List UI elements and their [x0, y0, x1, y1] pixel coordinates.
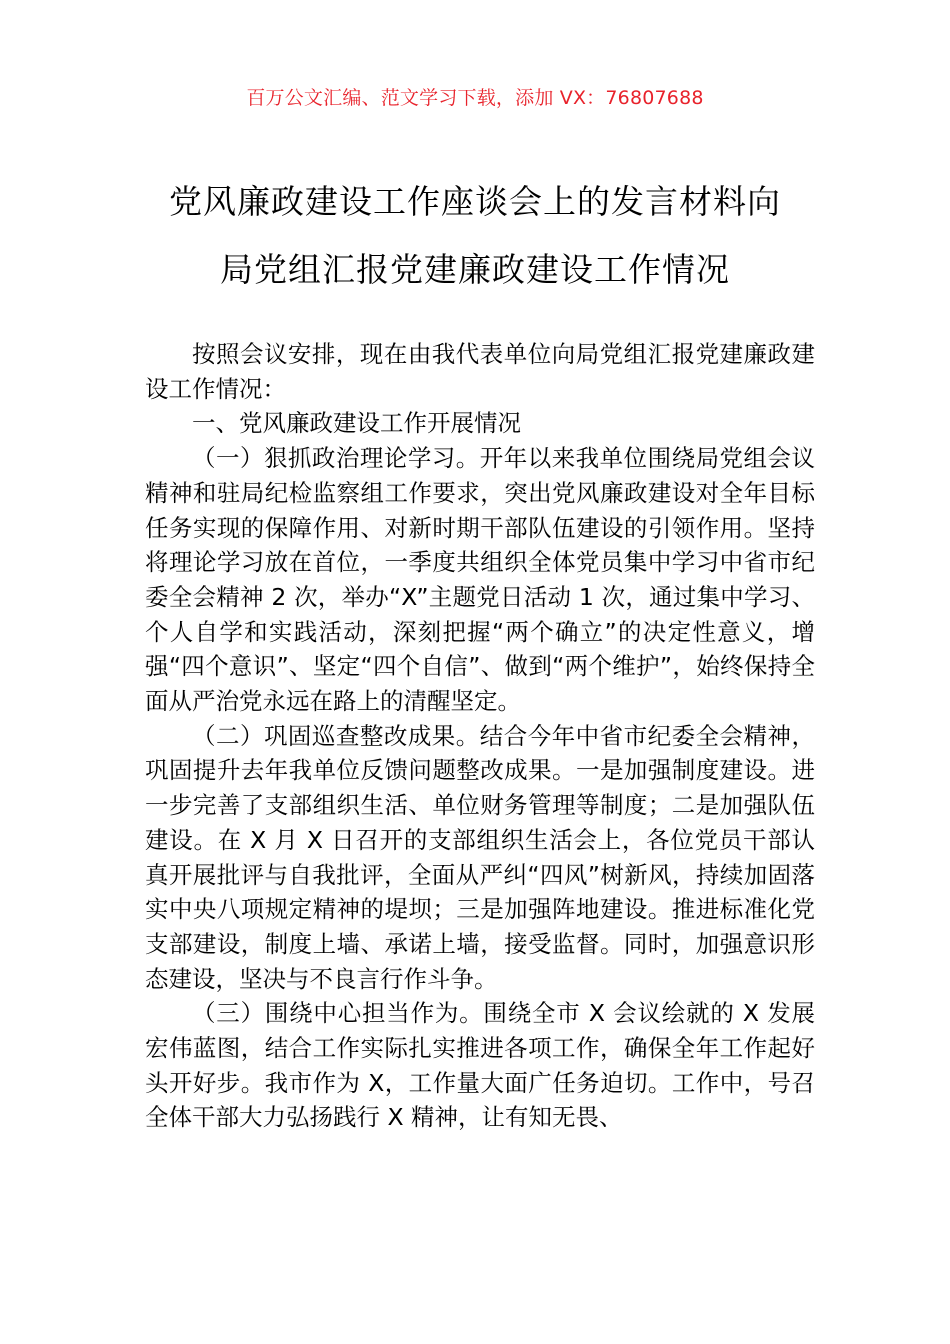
paragraph-item-1: （一）狠抓政治理论学习。开年以来我单位围绕局党组会议精神和驻局纪检监察组工作要求，突出党风廉政建设对全年目标任务实现的保障作用、对新时期干部队伍建设的引领作用。坚持将理论学习放在首位，一季度共组织全体党员集中学习中省市纪委全会精神 2 次，举办“X”主题党日活动 1 次，通过集中学习、个人自学和实践活动，深刻把握“两个确立”的决定性意义，增强“四个意识”、坚定“四个自信”、做到“两个维护”，始终保持全面从严治党永远在路上的清醒坚定。 [145, 444, 815, 716]
document-body [145, 337, 815, 1135]
document-title-line-2: 局党组汇报党建廉政建设工作情况 [220, 250, 730, 289]
download-promo-note: 百万公文汇编、范文学习下载，添加 VX：76807688 [246, 87, 704, 109]
section-heading-1: 一、党风廉政建设工作开展情况 [192, 409, 521, 438]
document-title-line-1: 党风廉政建设工作座谈会上的发言材料向 [169, 182, 781, 221]
paragraph-intro: 按照会议安排，现在由我代表单位向局党组汇报党建廉政建设工作情况： [145, 340, 815, 403]
paragraph-item-3: （三）围绕中心担当作为。围绕全市 X 会议绘就的 X 发展宏伟蓝图，结合工作实际扎实推进各项工作，确保全年工作起好头开好步。我市作为 X，工作量大面广任务迫切。工作中，号召全体干部大力弘扬践行 X 精神，让有知无畏、 [145, 999, 815, 1132]
paragraph-item-2: （二）巩固巡查整改成果。结合今年中省市纪委全会精神，巩固提升去年我单位反馈问题整改成果。一是加强制度建设。进一步完善了支部组织生活、单位财务管理等制度；二是加强队伍建设。在 X 月 X 日召开的支部组织生活会上，各位党员干部认真开展批评与自我批评，全面从严纠“四风”树新风，持续加固落实中央八项规定精神的堤坝；三是加强阵地建设。推进标准化党支部建设，制度上墙、承诺上墙，接受监督。同时，加强意识形态建设，坚决与不良言行作斗争。 [145, 721, 815, 993]
